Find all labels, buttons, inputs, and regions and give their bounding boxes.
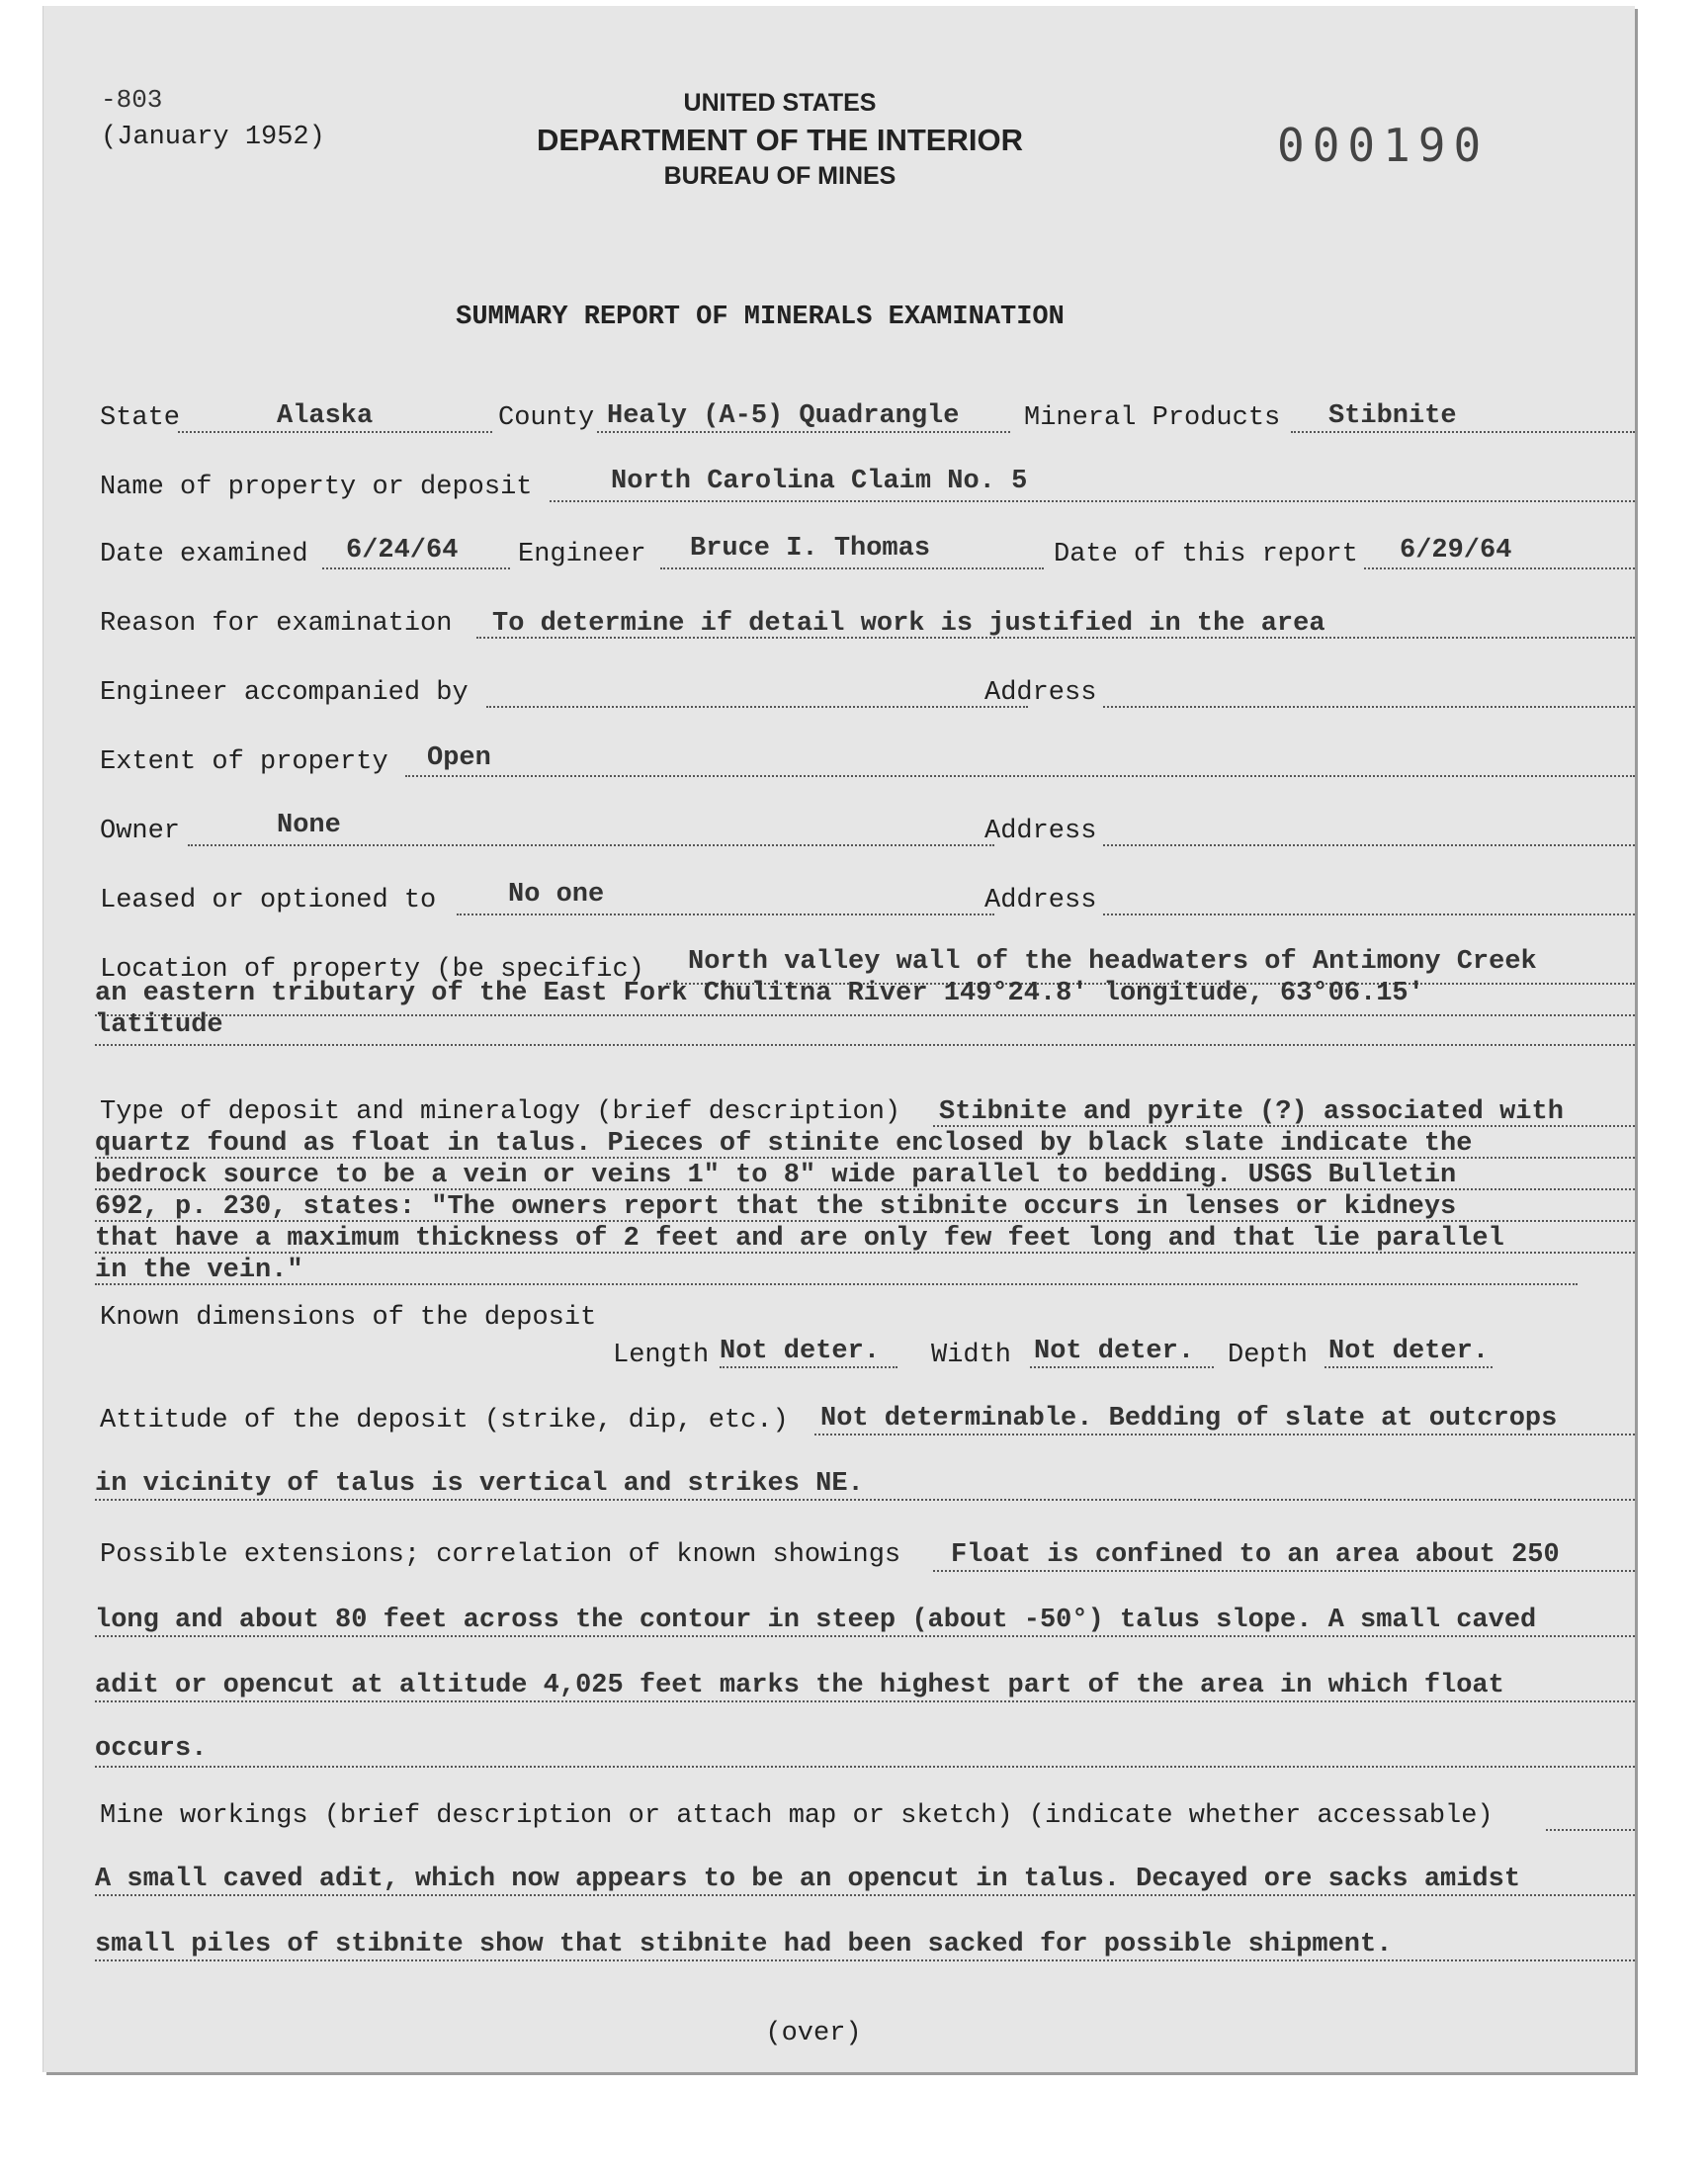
type-line-4 — [95, 1220, 1635, 1222]
engineer-value: Bruce I. Thomas — [690, 534, 931, 564]
depth-value: Not deter. — [1328, 1337, 1490, 1366]
extensions-value-4: occurs. — [95, 1734, 208, 1764]
extensions-value-2: long and about 80 feet across the contour in steep (about -50°) talus slope. A small caved — [95, 1606, 1537, 1635]
workings-value-1: A small caved adit, which now appears to be an opencut in talus. Decayed ore sacks amidst — [95, 1865, 1521, 1894]
dimensions-label: Known dimensions of the deposit — [100, 1303, 597, 1333]
type-line-5 — [95, 1252, 1635, 1254]
form-number: -803 — [101, 85, 163, 115]
leased-label: Leased or optioned to — [100, 886, 437, 915]
location-label: Location of property (be specific) — [100, 955, 644, 985]
leased-value: No one — [508, 880, 605, 910]
mineral-products-label: Mineral Products — [1024, 403, 1281, 433]
date-report-line — [1364, 567, 1635, 569]
extent-line — [405, 775, 1635, 777]
engineer-line — [660, 567, 1044, 569]
attitude-line-1 — [814, 1434, 1635, 1436]
location-value-3: latitude — [95, 1010, 223, 1040]
type-line-3 — [95, 1188, 1635, 1190]
extensions-line-3 — [95, 1700, 1635, 1702]
header-department: DEPARTMENT OF THE INTERIOR — [537, 123, 1023, 157]
document-number: 000190 — [1277, 119, 1490, 172]
state-line — [178, 431, 492, 433]
header-bureau: BUREAU OF MINES — [663, 162, 897, 190]
attitude-line-2 — [95, 1499, 1635, 1501]
owner-label: Owner — [100, 817, 181, 846]
workings-label: Mine workings (brief description or attach map or sketch) (indicate whether accessable) — [100, 1801, 1494, 1831]
width-line — [1030, 1366, 1214, 1368]
extensions-line-1 — [933, 1570, 1635, 1572]
accompanied-address-label: Address — [984, 678, 1097, 708]
type-line-6 — [95, 1283, 1578, 1285]
type-value-1: Stibnite and pyrite (?) associated with — [939, 1097, 1564, 1127]
report-title: SUMMARY REPORT OF MINERALS EXAMINATION — [456, 303, 1065, 332]
leased-line — [457, 914, 994, 915]
extent-label: Extent of property — [100, 747, 388, 777]
extent-value: Open — [427, 743, 491, 773]
property-name-value: North Carolina Claim No. 5 — [611, 467, 1028, 496]
mineral-products-line — [1291, 431, 1635, 433]
attitude-label: Attitude of the deposit (strike, dip, etc.) — [100, 1406, 789, 1436]
type-value-3: bedrock source to be a vein or veins 1" to 8" wide parallel to bedding. USGS Bulletin — [95, 1161, 1457, 1190]
reason-value: To determine if detail work is justified in the area — [492, 609, 1325, 639]
type-line-2 — [95, 1157, 1635, 1159]
type-value-5: that have a maximum thickness of 2 feet and are only few feet long and that lie parallel — [95, 1224, 1504, 1254]
date-examined-label: Date examined — [100, 540, 308, 569]
location-line-3 — [95, 1044, 1635, 1046]
county-label: County — [498, 403, 595, 433]
workings-line-1 — [95, 1894, 1635, 1896]
date-examined-line — [322, 567, 510, 569]
width-label: Width — [931, 1341, 1012, 1370]
extensions-line-4 — [95, 1766, 1635, 1768]
form-page — [43, 6, 1635, 2072]
date-report-value: 6/29/64 — [1400, 536, 1512, 566]
type-value-6: in the vein." — [95, 1256, 303, 1285]
leased-address-label: Address — [984, 886, 1097, 915]
length-label: Length — [613, 1341, 710, 1370]
leased-address-line — [1103, 914, 1635, 915]
type-value-4: 692, p. 230, states: "The owners report that the stibnite occurs in lenses or kidneys — [95, 1192, 1457, 1222]
date-examined-value: 6/24/64 — [346, 536, 459, 566]
attitude-value-2: in vicinity of talus is vertical and strikes NE. — [95, 1469, 864, 1499]
owner-address-line — [1103, 844, 1635, 846]
attitude-value-1: Not determinable. Bedding of slate at outcrops — [820, 1404, 1558, 1434]
extensions-label: Possible extensions; correlation of known showings — [100, 1540, 901, 1570]
form-date: (January 1952) — [101, 123, 325, 152]
county-line — [597, 431, 1010, 433]
over-footer: (over) — [765, 2019, 862, 2048]
state-value: Alaska — [277, 401, 374, 431]
owner-address-label: Address — [984, 817, 1097, 846]
extensions-value-1: Float is confined to an area about 250 — [951, 1540, 1560, 1570]
accompanied-label: Engineer accompanied by — [100, 678, 469, 708]
county-value: Healy (A-5) Quadrangle — [607, 401, 960, 431]
type-line-1 — [933, 1125, 1635, 1127]
location-value-2: an eastern tributary of the East Fork Chulitna River 149°24.8' longitude, 63°06.15' — [95, 979, 1424, 1008]
length-line — [720, 1366, 897, 1368]
width-value: Not deter. — [1034, 1337, 1195, 1366]
type-label: Type of deposit and mineralogy (brief description) — [100, 1097, 901, 1127]
property-name-label: Name of property or deposit — [100, 473, 533, 502]
extensions-value-3: adit or opencut at altitude 4,025 feet marks the highest part of the area in which float — [95, 1671, 1504, 1700]
depth-label: Depth — [1228, 1341, 1309, 1370]
accompanied-line — [486, 706, 1028, 708]
type-value-2: quartz found as float in talus. Pieces of stinite enclosed by black slate indicate the — [95, 1129, 1473, 1159]
engineer-label: Engineer — [518, 540, 646, 569]
extensions-line-2 — [95, 1635, 1635, 1637]
date-report-label: Date of this report — [1054, 540, 1358, 569]
owner-value: None — [277, 811, 341, 840]
owner-line — [188, 844, 994, 846]
state-label: State — [100, 403, 181, 433]
location-line-2 — [95, 1014, 1635, 1016]
workings-line-2 — [95, 1959, 1635, 1961]
depth-line — [1324, 1366, 1493, 1368]
mineral-products-value: Stibnite — [1328, 401, 1457, 431]
workings-value-2: small piles of stibnite show that stibnite had been sacked for possible shipment. — [95, 1930, 1393, 1959]
reason-label: Reason for examination — [100, 609, 453, 639]
location-value-1: North valley wall of the headwaters of Antimony Creek — [688, 947, 1537, 977]
length-value: Not deter. — [720, 1337, 881, 1366]
header-united-states: UNITED STATES — [683, 89, 877, 117]
accompanied-address-line — [1103, 706, 1635, 708]
property-name-line — [550, 500, 1635, 502]
workings-line-0 — [1546, 1829, 1635, 1831]
